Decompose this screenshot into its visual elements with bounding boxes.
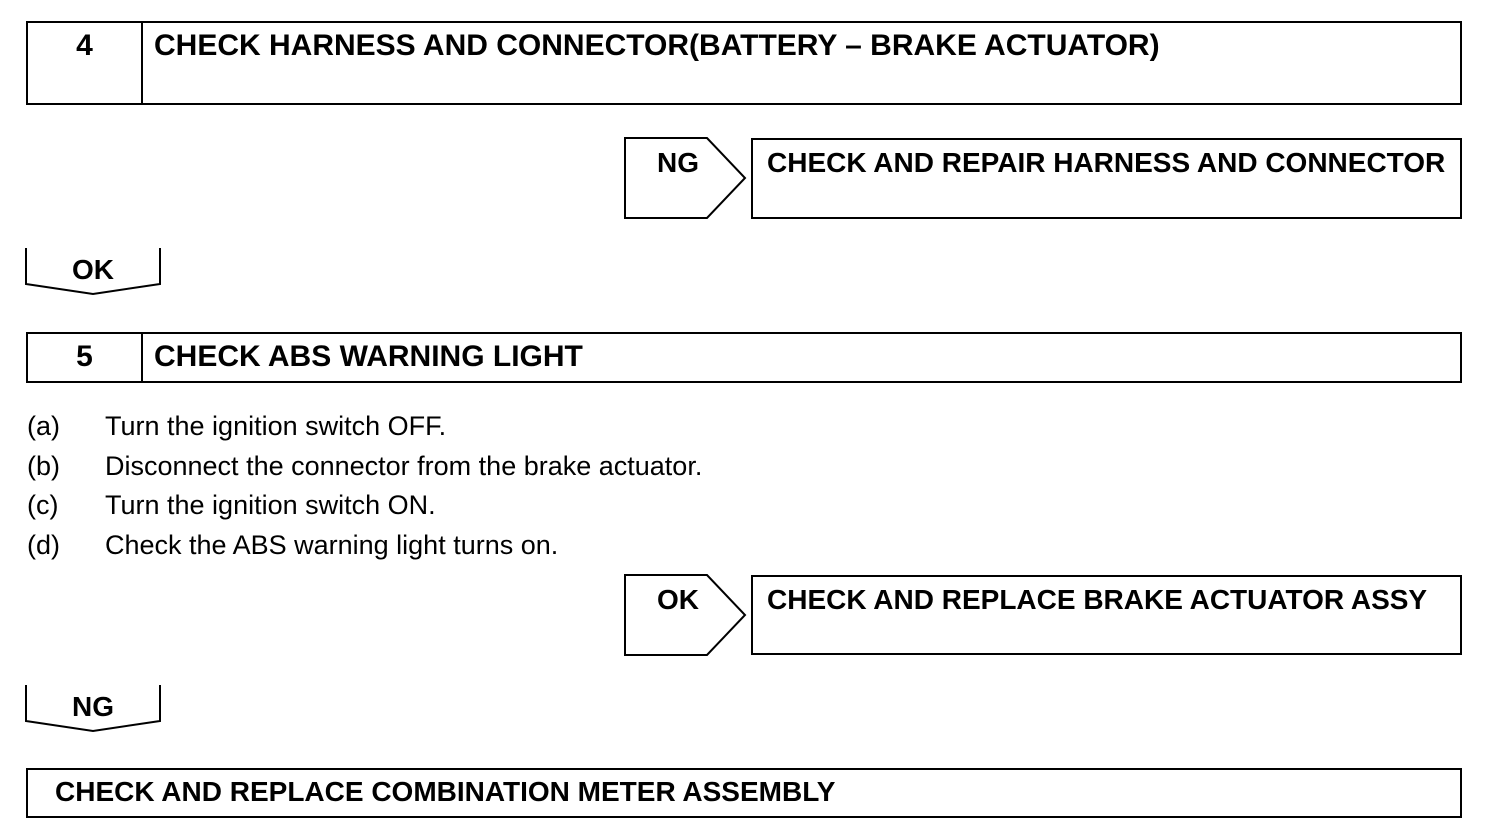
step-5-ng-flow [25,685,163,733]
step-5-ng-label: NG [72,691,114,722]
step-4-ok-flow [25,248,163,296]
step-5-ok-tag [624,574,748,656]
step-4-number: 4 [28,23,143,103]
instruction-marker: (b) [27,450,60,481]
instruction-text: Turn the ignition switch OFF. [105,411,447,441]
instruction-item [27,490,927,530]
step-4-ok-label: OK [72,254,114,285]
final-action-box: CHECK AND REPLACE COMBINATION METER ASSEMBLY [26,768,1462,818]
step-5-ok-result: CHECK AND REPLACE BRAKE ACTUATOR ASSY [751,575,1462,655]
instruction-text: Check the ABS warning light turns on. [105,529,559,560]
step-5-number: 5 [28,334,143,381]
instruction-item [27,451,927,491]
step-4-title: CHECK HARNESS AND CONNECTOR(BATTERY – BRAKE ACTUATOR) [154,29,1160,62]
instruction-item [27,530,927,570]
step-4-ng-tag [624,137,748,219]
step-5-instructions [27,411,927,569]
step-4-header [26,21,1462,105]
instruction-text: Turn the ignition switch ON. [105,490,436,520]
step-5-ok-label: OK [657,584,699,615]
instruction-text: Disconnect the connector from the brake actuator. [105,450,703,481]
instruction-marker: (d) [27,529,60,560]
instruction-marker: (c) [27,490,59,520]
step-5-header [26,332,1462,383]
instruction-item [27,411,927,451]
step-5-title: CHECK ABS WARNING LIGHT [154,340,583,373]
instruction-marker: (a) [27,411,60,441]
step-4-ng-result: CHECK AND REPAIR HARNESS AND CONNECTOR [751,138,1462,219]
step-4-ng-label: NG [657,147,699,178]
